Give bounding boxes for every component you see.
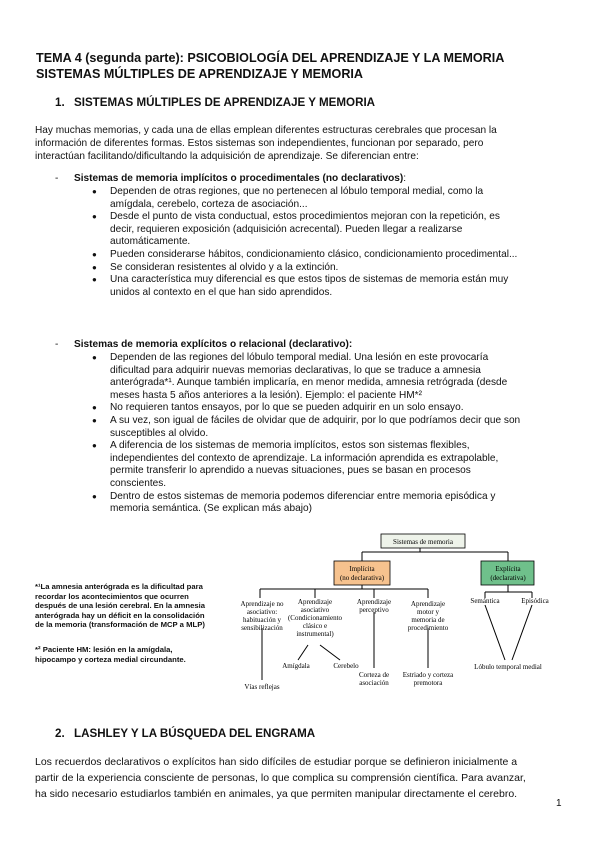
diagram-node-associative: Aprendizaje bbox=[297, 598, 333, 606]
paragraph-line: Los recuerdos declarativos o explícitos han sido difíciles de estudiar porque se definieron inicialmente a bbox=[35, 756, 518, 768]
diagram-structure-association: Corteza de bbox=[358, 671, 390, 679]
diagram-node-perceptual: perceptivo bbox=[359, 606, 389, 614]
diagram-explicit-label: Explícita bbox=[495, 565, 521, 573]
title-line-2: SISTEMAS MÚLTIPLES DE APRENDIZAJE Y MEMORIA bbox=[36, 67, 364, 81]
paragraph-line: partir de la experiencia consciente de personas, lo que complica su comprensión científica. Para avanzar, bbox=[35, 772, 526, 784]
diagram-structure-striatum: Estriado y corteza bbox=[402, 671, 454, 679]
diagram-structure-amygdala: Amígdala bbox=[282, 662, 310, 670]
implicit-heading-colon: : bbox=[403, 173, 407, 184]
list-item: ● A diferencia de los sistemas de memoria implícitos, estos son sistemas flexibles, independientes del contexto de aprendizaje. La información aprendida es extrapolable, permite transferir lo aprendido a nuevas situaciones, pues se basan en procesos conscientes. bbox=[92, 440, 572, 490]
list-item: ● Pueden considerarse hábitos, condicionamiento clásico, condicionamiento procedimental... bbox=[92, 249, 572, 262]
paragraph-line: ha sido necesario estudiarlos también en animales, ya que permiten manipular directamente el cerebro. bbox=[35, 788, 518, 800]
list-item: ● Se consideran resistentes al olvido y a la extinción. bbox=[92, 262, 572, 275]
diagram-implicit-label: (no declarativa) bbox=[339, 574, 385, 582]
diagram-root-label: Sistemas de memoria bbox=[393, 538, 453, 546]
diagram-structure-cerebellum: Cerebelo bbox=[333, 662, 359, 670]
diagram-node-associative: asociativo bbox=[300, 606, 330, 614]
diagram-node-motor: memoria de bbox=[411, 616, 445, 624]
list-item: ● Dependen de las regiones del lóbulo temporal medial. Una lesión en este provocaría dificultad para adquirir nuevas memorias declarativas, lo que se traduce a amnesia anterógrada*¹. Aunque también implicaría, en menor medida, amnesia retrógrada (desde meses hasta 5 años anteriores a la lesión). Ejemplo: el paciente HM*² bbox=[92, 352, 572, 402]
explicit-heading: Sistemas de memoria explícitos o relacional (declarativo): bbox=[74, 339, 353, 350]
diagram-node-associative: clásico e bbox=[302, 622, 328, 630]
intro-line: información de diferentes formas. Estos sistemas son independientes, funcionan por separado, pero bbox=[35, 138, 484, 149]
diagram-node-motor: Aprendizaje bbox=[410, 600, 446, 608]
footnote-2: *² Paciente HM: lesión en la amígdala, hipocampo y corteza medial circundante. bbox=[35, 645, 186, 664]
intro-line: interactúan facilitando/dificultando la adquisición de aprendizaje. Se diferencian entre: bbox=[35, 151, 419, 162]
diagram-explicit-label: (declarativa) bbox=[490, 574, 526, 582]
list-dash: - bbox=[55, 339, 59, 350]
section-1-heading: SISTEMAS MÚLTIPLES DE APRENDIZAJE Y MEMORIA bbox=[74, 96, 376, 109]
section-1-number: 1. bbox=[55, 96, 65, 109]
footnote-1: *¹La amnesia anterógrada es la dificultad para recordar los acontecimientos que ocurren después de una lesión cerebral. En la amnesia anterógrada hay un déficit en la consolidación de la memoria (transformación de MCP a MLP) bbox=[35, 582, 206, 630]
title-line-1: TEMA 4 (segunda parte): PSICOBIOLOGÍA DEL APRENDIZAJE Y LA MEMORIA bbox=[36, 51, 505, 65]
diagram-node-perceptual: Aprendizaje bbox=[356, 598, 392, 606]
implicit-heading-text: Sistemas de memoria implícitos o procedimentales (no declarativos) bbox=[74, 173, 404, 184]
diagram-structure-association: asociación bbox=[359, 679, 389, 687]
diagram-node-nonassociative: asociativo: bbox=[246, 608, 278, 616]
intro-line: Hay muchas memorias, y cada una de ellas emplean diferentes estructuras cerebrales que procesan la bbox=[35, 125, 497, 136]
list-item: ● Dependen de otras regiones, que no pertenecen al lóbulo temporal medial, como la amígdala, cerebelo, corteza de asociación... bbox=[92, 186, 572, 211]
section-2-text bbox=[35, 754, 580, 802]
diagram-node-nonassociative: habituación y bbox=[243, 616, 281, 624]
list-item: ● A su vez, son igual de fáciles de olvidar que de adquirir, por lo que podríamos decir que son susceptibles al olvido. bbox=[92, 415, 572, 440]
section-2-heading: LASHLEY Y LA BÚSQUEDA DEL ENGRAMA bbox=[74, 727, 316, 740]
diagram-node-episodic: Episódica bbox=[521, 597, 549, 605]
diagram-implicit-label: Implícita bbox=[349, 565, 375, 573]
diagram-node-associative: instrumental) bbox=[296, 630, 334, 638]
list-item: ● Desde el punto de vista conductual, estos procedimientos mejoran con la repetición, es decir, requieren exposición (adquisición acrecental). Pueden llegar a realizarse automáticamente. bbox=[92, 211, 572, 249]
page-number: 1 bbox=[556, 798, 562, 809]
list-item: ● No requieren tantos ensayos, por lo que se pueden adquirir en un solo ensayo. bbox=[92, 402, 572, 415]
section-2-number: 2. bbox=[55, 727, 65, 740]
diagram-structure-striatum: premotora bbox=[413, 679, 443, 687]
list-dash: - bbox=[55, 173, 59, 184]
diagram-node-associative: (Condicionamiento bbox=[287, 614, 343, 622]
diagram-node-motor: motor y bbox=[417, 608, 439, 616]
diagram-node-nonassociative: Aprendizaje no bbox=[240, 600, 284, 608]
list-item: ● Dentro de estos sistemas de memoria podemos diferenciar entre memoria episódica y memoria semántica. (Se explican más abajo) bbox=[92, 491, 572, 516]
diagram-structure-reflex: Vías reflejas bbox=[244, 683, 280, 691]
diagram-node-nonassociative: sensibilización bbox=[241, 624, 283, 632]
diagram-node-semantic: Semántica bbox=[470, 597, 500, 605]
diagram-node-motor: procedimiento bbox=[407, 624, 449, 632]
diagram-structure-mtl: Lóbulo temporal medial bbox=[474, 663, 542, 671]
list-item: ● Una característica muy diferencial es que estos tipos de sistemas de memoria están muy unidos al contexto en el que han sido aprendidos. bbox=[92, 274, 572, 299]
